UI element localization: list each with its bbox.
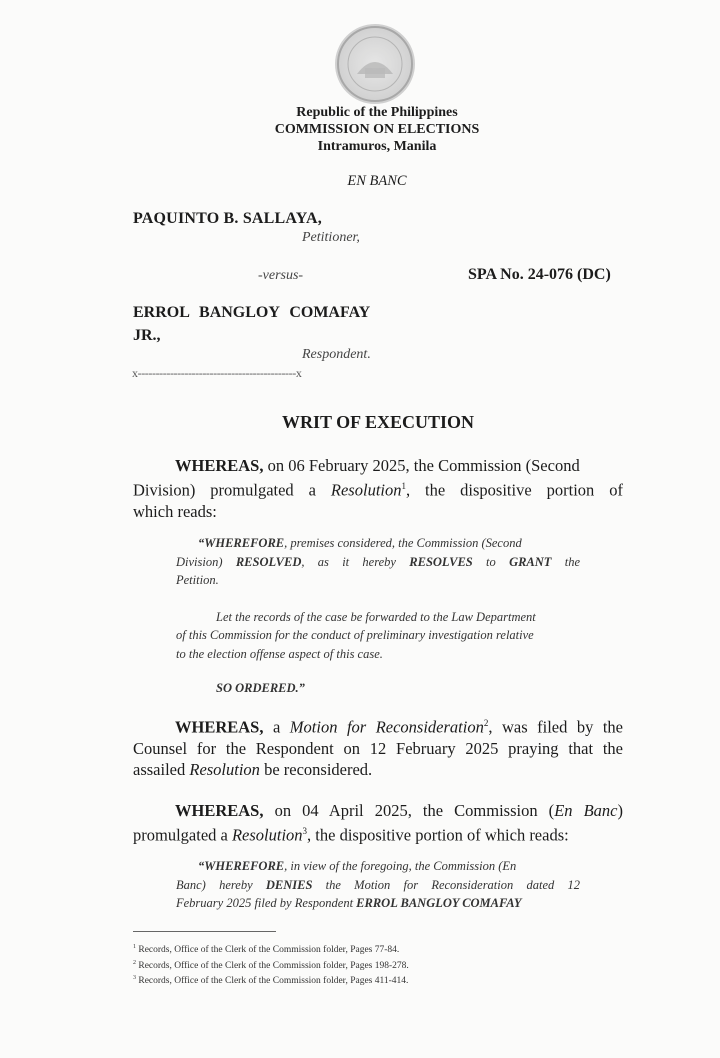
versus-label: -versus-	[258, 268, 304, 283]
para2-line3: assailed Resolution be reconsidered.	[133, 759, 373, 779]
document-title: WRIT OF EXECUTION	[281, 412, 475, 432]
comelec-seal-icon	[335, 24, 415, 104]
paragraph-2	[133, 713, 623, 780]
header-location: Intramuros, Manila	[317, 139, 437, 154]
footnote-divider	[133, 931, 276, 932]
petitioner-name: PAQUINTO B. SALLAYA,	[133, 210, 322, 227]
para2-line2: Counsel for the Respondent on 12 February 2025 praying that the	[133, 738, 623, 758]
quote1-p2-line1: Let the records of the case be forwarded to the Law Department	[216, 609, 536, 624]
caption-separator: x--------------------------------------------x	[132, 366, 302, 380]
quote1-p2-line2: of this Commission for the conduct of preliminary investigation relative	[176, 628, 534, 642]
footnote-1: $^1$ Records, Office of the Clerk of the Commission folder, Pages 77-84.	[133, 944, 400, 956]
respondent-name-line2: JR.,	[133, 327, 161, 344]
respondent-name-line1: ERROL BANGLOY COMAFAY	[133, 304, 371, 321]
para3-line1: WHEREAS, on 04 April 2025, the Commission (En Banc)	[175, 801, 623, 820]
quote1-line2: Division) RESOLVED, as it hereby RESOLVES to GRANT the	[176, 554, 581, 569]
footnote-2: $^2$ Records, Office of the Clerk of the Commission folder, Pages 198-278.	[133, 959, 409, 971]
quote2-line3: February 2025 filed by Respondent ERROL BANGLOY COMAFAY	[176, 896, 522, 910]
header-republic: Republic of the Philippines	[296, 105, 458, 120]
para1-line1: WHEREAS, on 06 February 2025, the Commission (Second	[175, 456, 580, 475]
para3-line2: promulgated a Resolution$^3$, the dispositive portion of which reads:	[133, 825, 569, 845]
petitioner-role: Petitioner,	[302, 230, 360, 245]
quote1-so-ordered: SO ORDERED.”	[216, 681, 305, 695]
para1-line2: Division) promulgated a Resolution$^1$, the dispositive portion of	[133, 480, 623, 500]
header-commission: COMMISSION ON ELECTIONS	[274, 122, 480, 137]
footnote-3: $^3$ Records, Office of the Clerk of the Commission folder, Pages 411-414.	[133, 975, 409, 987]
paragraph-3	[133, 800, 623, 846]
quote1-line3: Petition.	[176, 573, 219, 587]
quote-2	[176, 857, 580, 913]
respondent-role: Respondent.	[302, 347, 371, 362]
quote1-p2-line3: to the election offense aspect of this case.	[176, 646, 383, 661]
quote-1	[176, 534, 580, 698]
en-banc-label: EN BANC	[347, 173, 407, 189]
quote2-line1: “WHEREFORE, in view of the foregoing, the Commission (En	[198, 859, 517, 873]
quote1-line1: “WHEREFORE, premises considered, the Commission (Second	[198, 536, 522, 550]
para1-line3: which reads:	[133, 501, 217, 521]
footnotes	[133, 941, 613, 988]
quote2-line2: Banc) hereby DENIES the Motion for Reconsideration dated 12	[176, 877, 580, 892]
paragraph-1	[133, 455, 623, 522]
para2-line1: WHEREAS, a Motion for Reconsideration$^2$, was filed by the	[175, 717, 623, 737]
case-number: SPA No. 24-076 (DC)	[468, 266, 611, 283]
